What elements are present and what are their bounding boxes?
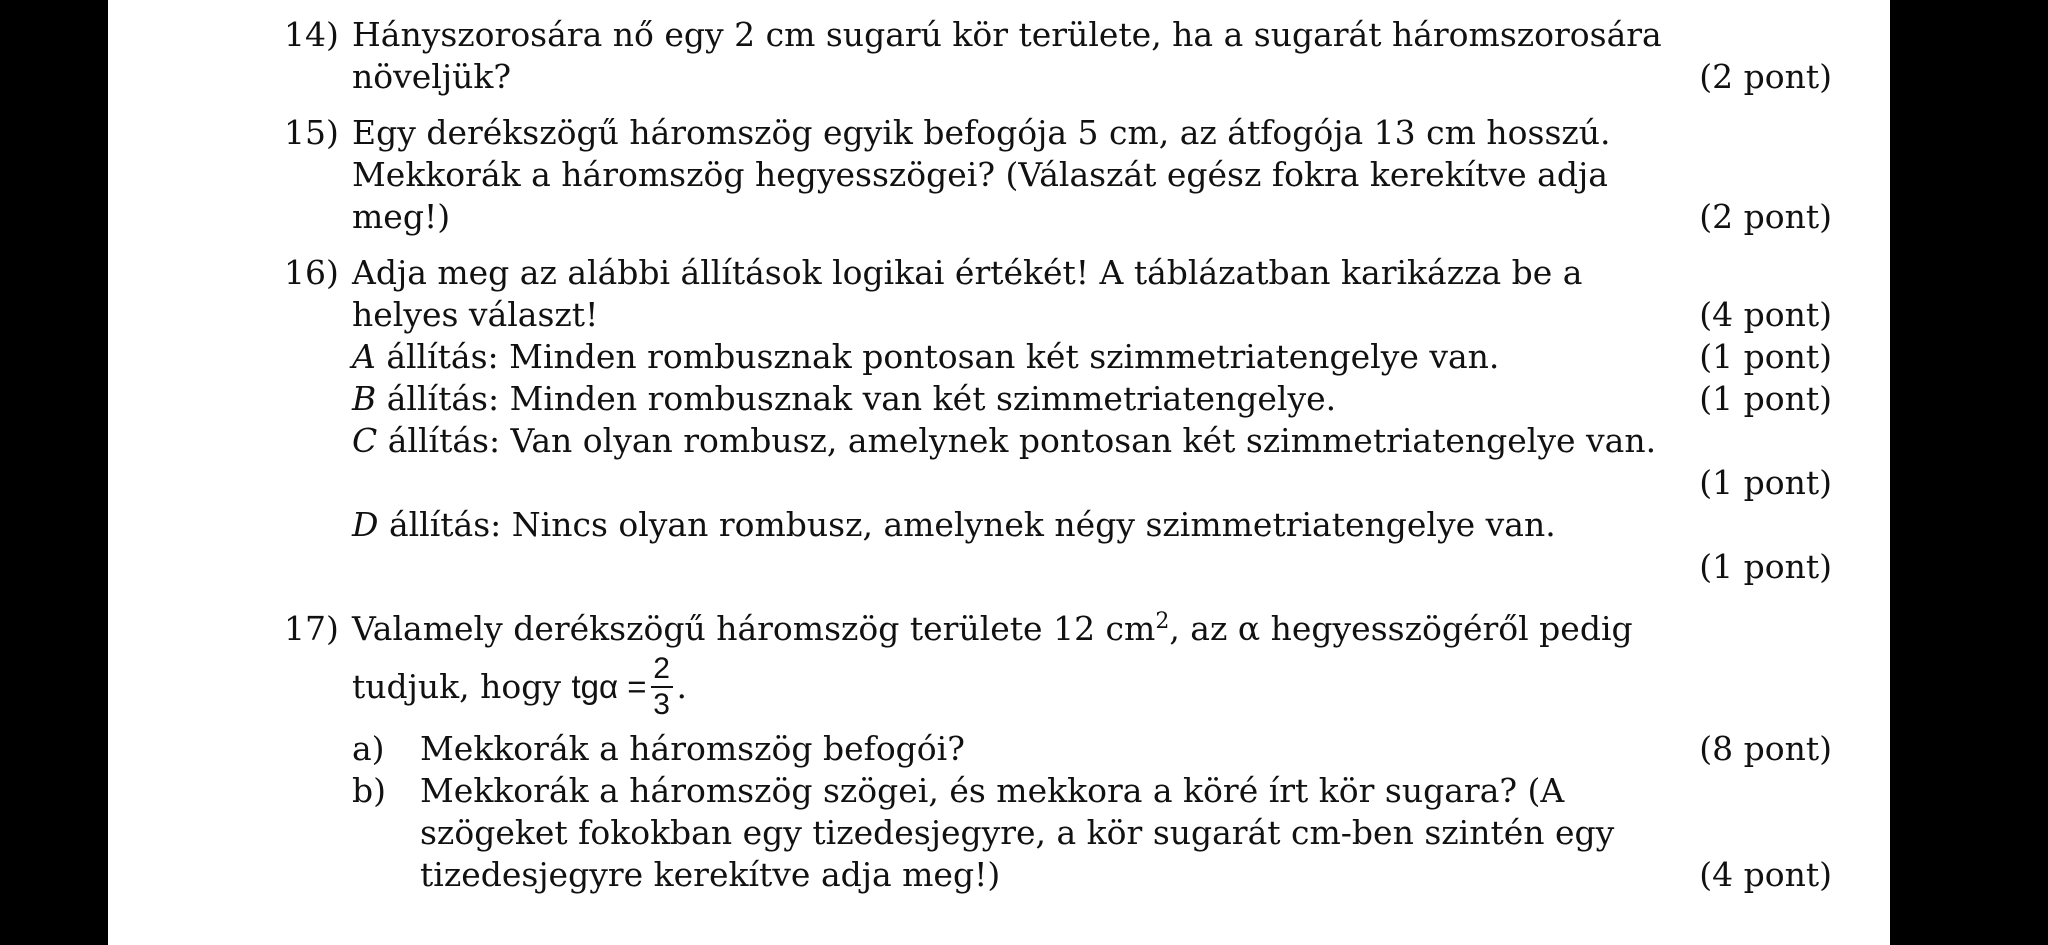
statement-d-points-row [352, 546, 1832, 588]
problem-number: 15) [284, 113, 339, 152]
problem-15 [284, 112, 1832, 238]
problem-14 [284, 14, 1832, 98]
statement-letter: C [352, 421, 378, 460]
statement-a [352, 336, 1832, 378]
points-label: (4 pont) [1699, 295, 1832, 334]
problem-text-line [352, 650, 1832, 724]
statement-b-text-wrap [352, 378, 1336, 420]
statement-text: állítás: Van olyan rombusz, amelynek pontosan két szimmetriatengelye van. [377, 421, 1657, 460]
document-content [284, 14, 1832, 910]
subproblem-label: b) [352, 771, 386, 810]
subproblem-label: a) [352, 729, 385, 768]
statement-c-text-wrap [352, 420, 1656, 462]
fraction-numerator: 2 [653, 652, 670, 685]
statement-b [352, 378, 1832, 420]
problem-17-line1 [352, 608, 1633, 650]
problem-text-line: Adja meg az alábbi állítások logikai értékét! A táblázatban karikázza be a [352, 253, 1583, 292]
points-label: (2 pont) [1699, 197, 1832, 236]
points-label: (4 pont) [1699, 855, 1832, 894]
problem-text-line: növeljük? [352, 57, 512, 96]
points-label: (1 pont) [1699, 547, 1832, 586]
points-label: (1 pont) [1699, 337, 1832, 376]
subproblem-text-line: szögeket fokokban egy tizedesjegyre, a kör sugarát cm-ben szintén egy [420, 813, 1615, 852]
fraction-denominator: 3 [653, 688, 670, 721]
problem-number: 17) [284, 609, 339, 648]
subproblem-text-line: Mekkorák a háromszög szögei, és mekkora a köré írt kör sugara? (A [420, 771, 1565, 810]
text-part: Valamely derékszögű háromszög területe 12 cm [352, 609, 1156, 648]
statement-c-points-row [352, 462, 1832, 504]
subproblem-last-line [420, 854, 1832, 896]
problem-text-line: Egy derékszögű háromszög egyik befogója 5 cm, az átfogója 13 cm hosszú. [352, 113, 1611, 152]
problem-last-line [352, 56, 1832, 98]
problem-last-line [352, 196, 1832, 238]
subproblem-b [352, 770, 1832, 896]
tangent-expression: tgα = [571, 668, 647, 705]
document-page [108, 0, 1890, 945]
problem-text-line: Hányszorosára nő egy 2 cm sugarú kör területe, ha a sugarát háromszorosára [352, 15, 1662, 54]
subproblem-a [352, 728, 1832, 770]
statement-d-text-wrap [352, 504, 1556, 546]
statement-text: állítás: Nincs olyan rombusz, amelynek négy szimmetriatengelye van. [378, 505, 1556, 544]
text-part: , az α hegyesszögéről pedig [1169, 609, 1633, 648]
points-label: (1 pont) [1699, 463, 1832, 502]
subproblem-text: tizedesjegyre kerekítve adja meg!) [420, 855, 1001, 894]
statement-text: állítás: Minden rombusznak pontosan két szimmetriatengelye van. [375, 337, 1500, 376]
problem-17 [284, 608, 1832, 896]
subproblem-line [420, 728, 1832, 770]
problem-text-line: Mekkorák a háromszög hegyesszögei? (Válaszát egész fokra kerekítve adja [352, 155, 1608, 194]
statement-letter: D [352, 505, 379, 544]
problem-number: 16) [284, 253, 339, 292]
points-label: (1 pont) [1699, 379, 1832, 418]
problem-text-line: meg!) [352, 197, 451, 236]
statement-letter: A [352, 337, 376, 376]
problem-number: 14) [284, 15, 339, 54]
problem-text-line: helyes választ! [352, 295, 599, 334]
statement-c [352, 420, 1832, 462]
text-part: . [676, 667, 688, 706]
statement-text: állítás: Minden rombusznak van két szimmetriatengelye. [376, 379, 1337, 418]
problem-text-line [352, 608, 1832, 650]
points-label: (2 pont) [1699, 57, 1832, 96]
fraction [651, 652, 673, 722]
superscript: 2 [1155, 609, 1170, 634]
statement-a-text-wrap [352, 336, 1499, 378]
problem-last-line [352, 294, 1832, 336]
subproblem-text: Mekkorák a háromszög befogói? [420, 729, 965, 768]
statement-d [352, 504, 1832, 546]
points-label: (8 pont) [1699, 729, 1832, 768]
problem-16 [284, 252, 1832, 588]
text-part: tudjuk, hogy [352, 667, 572, 706]
statement-letter: B [352, 379, 377, 418]
